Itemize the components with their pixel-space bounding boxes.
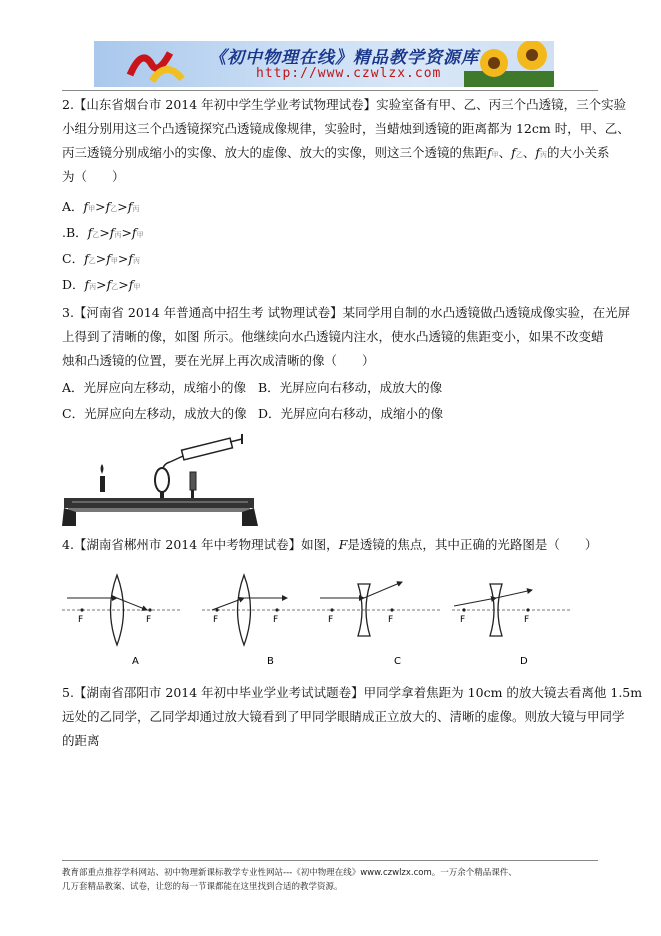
q5-stem-line3: 的距离 xyxy=(62,733,100,748)
candle-icon xyxy=(100,464,105,492)
q3-stem-line3: 烛和凸透镜的位置，要在光屏上再次成清晰的像（ ） xyxy=(62,353,375,368)
syringe-icon xyxy=(162,434,242,474)
focus-label: F xyxy=(388,615,394,625)
focus-label: F xyxy=(328,615,334,625)
q5-stem-line2: 远处的乙同学，乙同学却通过放大镜看到了甲同学眼睛成正立放大的、清晰的虚像。则放大镜与甲同学 xyxy=(62,709,625,724)
diagram-d xyxy=(452,584,572,667)
focus-label: F xyxy=(213,615,219,625)
diagram-b xyxy=(202,575,322,667)
q3-stem-line2: 上得到了清晰的像，如图 所示。他继续向水凸透镜内注水，使水凸透镜的焦距变小，如果不改变蜡 xyxy=(62,329,604,344)
q4-lens-diagrams xyxy=(62,560,622,675)
header-divider xyxy=(62,90,598,91)
footer-line1: 教育部重点推荐学科网站、初中物理新课标教学专业性网站---《初中物理在线》www.czwlzx.com。一万余个精品课件、 xyxy=(62,868,517,878)
q3-option-b[interactable]: B．光屏应向右移动，成放大的像 xyxy=(258,380,443,395)
banner-title: 《初中物理在线》精品教学资源库 xyxy=(209,48,479,68)
sunflower-icon xyxy=(464,41,554,87)
diagram-c xyxy=(317,582,442,667)
label-b: B xyxy=(267,656,274,667)
focus-label: F xyxy=(146,615,152,625)
light-screen-icon xyxy=(190,472,196,499)
q3-option-d[interactable]: D．光屏应向右移动，成缩小的像 xyxy=(258,406,444,421)
focus-label: F xyxy=(78,615,84,625)
page-footer xyxy=(62,866,622,894)
footer-divider xyxy=(62,860,598,861)
q2-stem-line4: 为（ ） xyxy=(62,169,125,184)
q3-option-a[interactable]: A．光屏应向左移动，成缩小的像 xyxy=(62,380,247,395)
q2-stem-line2: 小组分别用这三个凸透镜探究凸透镜成像规律，实验时，当蜡烛到透镜的距离都为 12cm 时，甲、乙、 xyxy=(62,121,630,136)
label-d: D xyxy=(520,656,528,667)
water-lens-icon xyxy=(155,468,169,500)
header-banner xyxy=(94,41,554,87)
q2-option-c[interactable]: C．f乙>f甲>f丙 xyxy=(62,251,140,266)
label-c: C xyxy=(394,656,401,667)
q3-stem-line1: 3.【河南省 2014 年普通高中招生考 试物理试卷】某同学用自制的水凸透镜做凸透镜成像实验，在光屏 xyxy=(62,305,631,320)
label-a: A xyxy=(132,656,139,667)
q4-stem: 4.【湖南省郴州市 2014 年中考物理试卷】如图，F是透镜的焦点，其中正确的光路图是（ ） xyxy=(62,537,598,552)
optical-rail-icon xyxy=(62,498,258,526)
footer-line2: 几万套精品教案、试卷，让您的每一节课都能在这里找到合适的教学资源。 xyxy=(62,882,343,892)
logo-icon xyxy=(122,45,192,85)
focus-label: F xyxy=(460,615,466,625)
q5-stem-line1: 5.【湖南省邵阳市 2014 年初中毕业学业考试试题卷】甲同学拿着焦距为 10cm 的放大镜去看离他 1.5m xyxy=(62,685,643,700)
q3-option-c[interactable]: C．光屏应向左移动，成放大的像 xyxy=(62,406,247,421)
banner-url[interactable]: http://www.czwlzx.com xyxy=(256,66,442,81)
optical-bench-figure xyxy=(62,434,262,534)
diagram-a xyxy=(62,575,182,667)
q2-stem-line3: 丙三透镜分别成缩小的实像、放大的虚像、放大的实像，则这三个透镜的焦距f甲、f乙、f丙的大小关系 xyxy=(62,145,610,160)
q2-option-b[interactable]: .B．f乙>f丙>f甲 xyxy=(62,225,144,240)
q2-option-d[interactable]: D．f丙>f乙>f甲 xyxy=(62,277,141,292)
focus-label: F xyxy=(524,615,530,625)
q2-stem-line1: 2.【山东省烟台市 2014 年初中学生学业考试物理试卷】实验室备有甲、乙、丙三个凸透镜，三个实验 xyxy=(62,97,627,112)
focus-label: F xyxy=(273,615,279,625)
q2-option-a[interactable]: A．f甲>f乙>f丙 xyxy=(62,199,140,214)
